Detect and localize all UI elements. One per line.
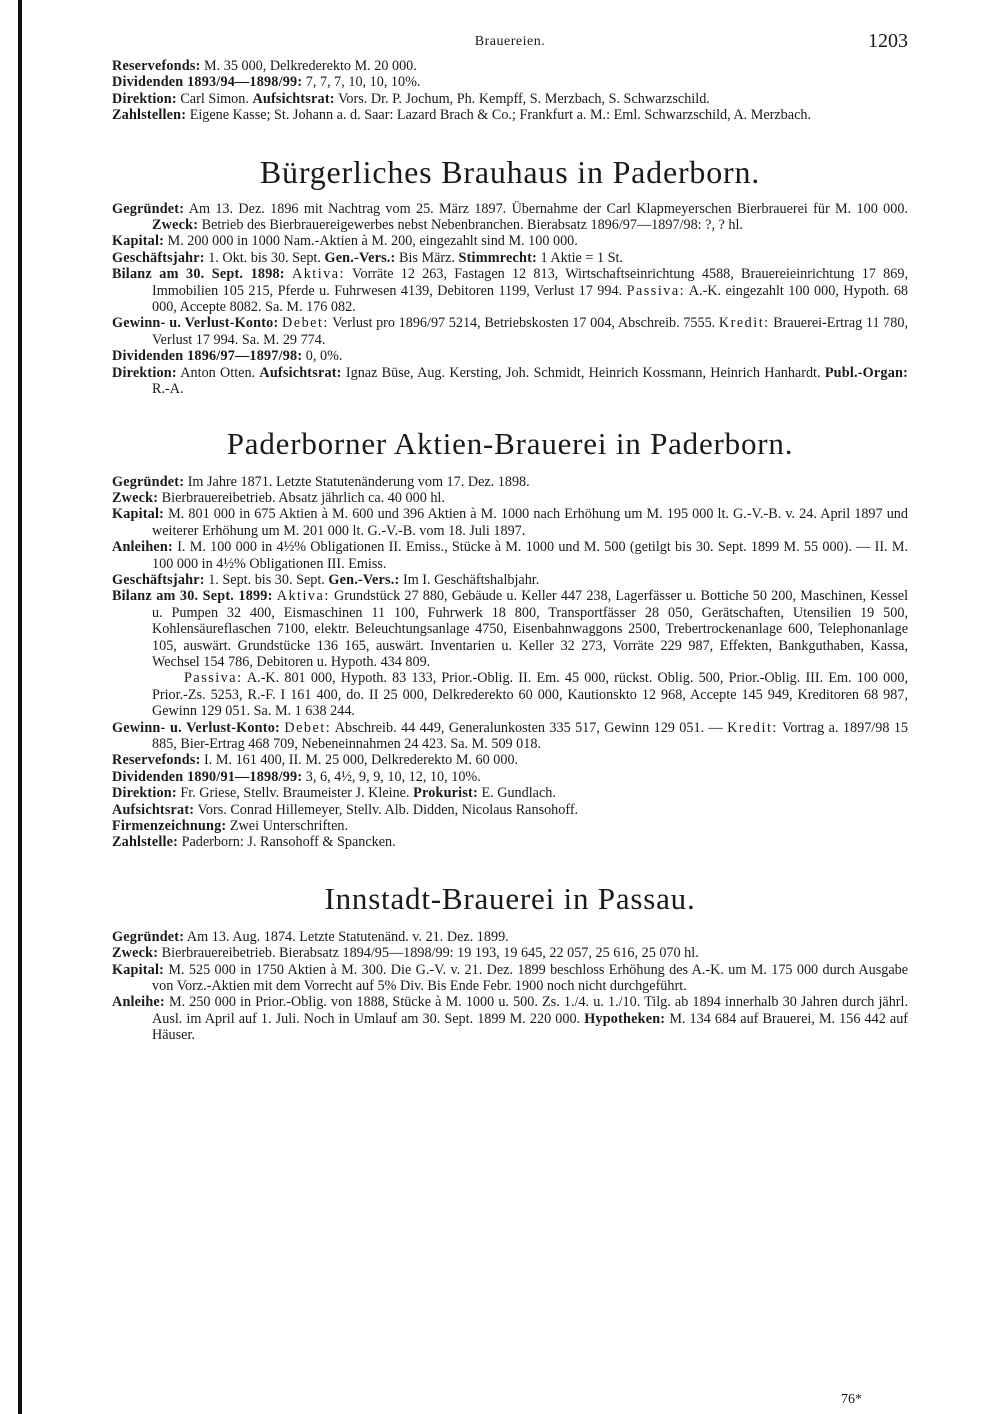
section-buergerliches-brauhaus	[112, 201, 908, 398]
entry-label: Gen.-Vers.:	[328, 571, 400, 588]
entry-paragraph	[112, 474, 908, 490]
entry-text: M. 134 684 auf Brauerei, M. 156 442 auf Häuser.	[152, 1010, 909, 1044]
entry-paragraph	[112, 802, 908, 818]
entry-paragraph	[112, 58, 908, 74]
entry-text: M. 525 000 in 1750 Aktien à M. 300. Die G.-V. v. 21. Dez. 1899 beschloss Erhöhung des A.-K. um M. 175 000 durch Ausgabe von Vorz.-Aktien mit dem Vorrecht auf 5% Div. Bis Ende Febr. 1900 noch nicht durchgeführt.	[152, 961, 909, 995]
entry-label: Reservefonds:	[112, 58, 201, 74]
entry-text: 1 Aktie = 1 St.	[540, 249, 623, 266]
entry-paragraph	[112, 250, 908, 266]
signature-mark: 76*	[841, 1392, 862, 1407]
entry-paragraph	[112, 720, 908, 753]
entry-text: Bierbrauereibetrieb. Bierabsatz 1894/95—1898/99: 19 193, 19 645, 22 057, 25 616, 25 070 hl.	[161, 945, 699, 962]
entry-label: Gewinn- u. Verlust-Konto:	[112, 315, 279, 332]
entry-label: Bilanz am 30. Sept. 1898:	[112, 266, 285, 283]
entry-label: Direktion:	[112, 90, 177, 107]
running-head	[112, 28, 908, 58]
entry-label: Reservefonds:	[112, 752, 201, 769]
entry-label: Publ.-Organ:	[824, 364, 909, 381]
entry-text: Bierbrauereibetrieb. Absatz jährlich ca. 40 000 hl.	[161, 489, 445, 506]
entry-text: A.-K. eingezahlt 100 000, Hypoth. 68 000, Accepte 8082. Sa. M. 176 082.	[152, 282, 909, 316]
section-title-paderborner-aktien-brauerei: Paderborner Aktien-Brauerei in Paderborn.	[226, 425, 794, 461]
entry-label: Geschäftsjahr:	[112, 249, 205, 266]
entry-paragraph	[112, 572, 908, 588]
entry-text: Bis März.	[399, 249, 455, 266]
entry-label: Direktion:	[112, 364, 177, 381]
entry-paragraph	[112, 91, 908, 107]
entry-text: Im I. Geschäftshalbjahr.	[402, 571, 540, 588]
entry-text: Vors. Conrad Hillemeyer, Stellv. Alb. Didden, Nicolaus Ransohoff.	[197, 801, 579, 818]
entry-text: Brauerei-Ertrag 11 780, Verlust 17 994. Sa. M. 29 774.	[152, 315, 908, 348]
entry-label: Dividenden 1896/97—1897/98:	[112, 348, 303, 365]
entry-paragraph	[112, 962, 908, 995]
section-title-buergerliches-brauhaus: Bürgerliches Brauhaus in Paderborn.	[259, 153, 761, 190]
entry-text: A.-K. 801 000, Hypoth. 83 133, Prior.-Oblig. II. Em. 45 000, rückst. Oblig. 500, Prior.-Oblig. III. Em. 100 000, Prior.-Zs. 5253, R.-F. I 161 400, do. II 25 000, Delkrederekto 60 000, Kautionskto 12 968, Accepte 145 949, Kreditoren 68 987, Gewinn 129 051. Sa. M. 1 638 244.	[152, 670, 909, 720]
entry-label: Kapital:	[112, 233, 165, 250]
entry-paragraph	[112, 818, 908, 834]
entry-paragraph	[112, 266, 908, 315]
entry-spaced-label: Debet:	[284, 719, 332, 736]
entry-label: Anleihe:	[112, 994, 165, 1011]
entry-label: Aufsichtsrat:	[259, 364, 342, 381]
entry-text: 3, 6, 4½, 9, 9, 10, 12, 10, 10%.	[305, 768, 481, 785]
left-border-rule	[18, 0, 22, 1414]
entry-spaced-label: Passiva:	[184, 670, 243, 687]
entry-label: Dividenden 1893/94—1898/99:	[112, 74, 303, 91]
entry-spaced-label: Aktiva:	[276, 588, 330, 605]
entry-text: I. M. 100 000 in 4½% Obligationen II. Emiss., Stücke à M. 1000 und M. 500 (getilgt bis 30. Sept. 1899 M. 55 000). — II. M. 100 000 in 4½% Obligationen III. Emiss.	[152, 539, 908, 572]
entry-paragraph	[112, 769, 908, 785]
entry-label: Zweck:	[112, 945, 159, 962]
entry-spaced-label: Kredit:	[718, 315, 770, 332]
entry-text: Betrieb des Bierbrauereigewerbes nebst Nebenbranchen. Bierabsatz 1896/97—1897/98: ?, ? hl.	[201, 217, 743, 234]
page-number: 1203	[868, 30, 908, 52]
entry-text: Abschreib. 44 449, Generalunkosten 335 517, Gewinn 129 051. —	[334, 719, 723, 736]
entry-label: Geschäftsjahr:	[112, 571, 205, 588]
entry-text: 1. Okt. bis 30. Sept.	[208, 249, 321, 266]
entry-text: M. 250 000 in Prior.-Oblig. von 1888, Stücke à M. 1000 u. 500. Zs. 1./4. u. 1./10. Tilg. ab 1894 innerhalb 30 Jahren durch jährl. Ausl. im April auf 1. Juli. Noch in Umlauf am 30. Sept. 1899 M. 220 000.	[152, 994, 909, 1027]
entry-paragraph	[112, 834, 908, 850]
entry-text: R.-A.	[152, 381, 184, 398]
entry-paragraph	[112, 785, 908, 801]
entry-paragraph	[112, 539, 908, 572]
entry-label: Prokurist:	[413, 785, 478, 802]
entry-spaced-label: Passiva:	[626, 282, 686, 299]
entry-paragraph	[112, 945, 908, 961]
entry-label: Zweck:	[112, 489, 159, 506]
entry-text: 7, 7, 7, 10, 10, 10%.	[305, 74, 421, 91]
entry-label: Gegründet:	[112, 200, 185, 217]
entry-text: 1. Sept. bis 30. Sept.	[208, 571, 325, 588]
entry-text: Am 13. Dez. 1896 mit Nachtrag vom 25. März 1897. Übernahme der Carl Klapmeyerschen Bierbrauerei für M. 100 000.	[188, 200, 909, 217]
entry-paragraph	[112, 74, 908, 90]
entry-label: Aufsichtsrat:	[252, 90, 335, 107]
entry-paragraph	[112, 107, 908, 123]
entry-paragraph	[112, 752, 908, 768]
entry-paragraph	[112, 929, 908, 945]
entry-text: M. 200 000 in 1000 Nam.-Aktien à M. 200, eingezahlt sind M. 100 000.	[167, 233, 578, 250]
entry-label: Bilanz am 30. Sept. 1899:	[112, 588, 273, 605]
entry-spaced-label: Kredit:	[727, 719, 778, 736]
section-title-innstadt-brauerei: Innstadt-Brauerei in Passau.	[324, 880, 696, 916]
entry-text: M. 35 000, Delkrederekto M. 20 000.	[204, 58, 417, 74]
entry-text: Vors. Dr. P. Jochum, Ph. Kempff, S. Merzbach, S. Schwarzschild.	[337, 90, 710, 107]
section-paderborner-aktien-brauerei	[112, 474, 908, 851]
entry-label: Aufsichtsrat:	[112, 801, 195, 818]
entry-label: Direktion:	[112, 785, 177, 802]
entry-label: Gegründet:	[112, 473, 185, 490]
entry-text: M. 801 000 in 675 Aktien à M. 600 und 396 Aktien à M. 1000 nach Erhöhung um M. 195 000 lt. G.-V.-B. v. 24. April 1897 und weiterer Erhöhung um M. 201 000 lt. G.-V.-B. vom 18. Juli 1897.	[152, 506, 908, 539]
entry-text: Vortrag a. 1897/98 15 885, Bier-Ertrag 468 709, Nebeneinnahmen 24 423. Sa. M. 509 018.	[152, 719, 909, 752]
entry-label: Gen.-Vers.:	[324, 249, 396, 266]
running-title: Brauereien.	[474, 34, 546, 49]
entry-spaced-label: Aktiva:	[291, 266, 346, 283]
entry-label: Gegründet:	[112, 928, 185, 945]
entry-text: Vorräte 12 263, Fastagen 12 813, Wirtschaftseinrichtung 4588, Brauereieinrichtung 17 869, Immobilien 105 215, Pferde u. Fuhrwesen 4139, Debitoren 1199, Verlust 17 994.	[152, 266, 909, 299]
entry-label: Kapital:	[112, 961, 165, 978]
entry-paragraph	[112, 490, 908, 506]
top-section	[112, 58, 908, 124]
entry-paragraph	[112, 348, 908, 364]
entry-text: Anton Otten.	[180, 364, 256, 381]
section-innstadt-brauerei	[112, 929, 908, 1044]
entry-text: Im Jahre 1871. Letzte Statutenänderung vom 17. Dez. 1898.	[187, 473, 530, 490]
entry-text: Carl Simon.	[180, 90, 249, 107]
entry-text: Fr. Griese, Stellv. Braumeister J. Kleine.	[180, 785, 410, 802]
entry-paragraph	[112, 994, 908, 1043]
entry-text: Ignaz Büse, Aug. Kersting, Joh. Schmidt, Heinrich Kossmann, Heinrich Hanhardt.	[345, 364, 821, 381]
entry-paragraph	[112, 588, 908, 670]
entry-text: Am 13. Aug. 1874. Letzte Statutenänd. v. 21. Dez. 1899.	[186, 928, 509, 945]
entry-paragraph	[112, 506, 908, 539]
entry-label: Zweck:	[152, 217, 199, 234]
entry-text: Grundstück 27 880, Gebäude u. Keller 447 238, Lagerfässer u. Bottiche 50 200, Maschinen, Kessel u. Pumpen 32 400, Eismaschinen 11 100, Fuhrwerk 18 800, Transportfässer 28 050, Gerätschaften, Utensilien 19 500, Kohlensäureflaschen 7100, elektr. Beleuchtungsanlage 4750, Eisenbahnwaggons 2500, Trebertrockenanlage 600, Telephonanlage 105, auswärt. Grundstücke 136 165, auswärt. Inventarien u. Keller 32 273, Vorräte 229 987, Effekten, Bankguthaben, Kassa, Wechsel 154 786, Debitoren u. Hypoth. 434 809.	[152, 588, 909, 670]
entry-text: Paderborn: J. Ransohoff & Spancken.	[181, 834, 396, 851]
entry-label: Zahlstellen:	[112, 107, 187, 124]
entry-paragraph	[112, 201, 908, 234]
entry-paragraph	[112, 670, 908, 719]
entry-spaced-label: Debet:	[282, 315, 329, 332]
entry-label: Stimmrecht:	[458, 249, 537, 266]
entry-label: Dividenden 1890/91—1898/99:	[112, 768, 303, 785]
entry-label: Zahlstelle:	[112, 834, 179, 851]
entry-label: Anleihen:	[112, 539, 173, 556]
entry-text: Verlust pro 1896/97 5214, Betriebskosten 17 004, Abschreib. 7555.	[332, 315, 716, 332]
entry-label: Kapital:	[112, 506, 165, 523]
entry-label: Hypotheken:	[584, 1010, 666, 1027]
entry-label: Gewinn- u. Verlust-Konto:	[112, 719, 280, 736]
entry-paragraph	[112, 365, 908, 398]
entry-paragraph	[112, 315, 908, 348]
entry-text: Eigene Kasse; St. Johann a. d. Saar: Lazard Brach & Co.; Frankfurt a. M.: Eml. Schwarzschild, A. Merzbach.	[189, 107, 812, 124]
entry-label: Firmenzeichnung:	[112, 818, 227, 835]
entry-text: I. M. 161 400, II. M. 25 000, Delkrederekto M. 60 000.	[204, 752, 519, 769]
entry-paragraph	[112, 233, 908, 249]
entry-text: E. Gundlach.	[481, 785, 556, 802]
entry-text: 0, 0%.	[305, 348, 343, 365]
entry-text: Zwei Unterschriften.	[229, 818, 349, 835]
